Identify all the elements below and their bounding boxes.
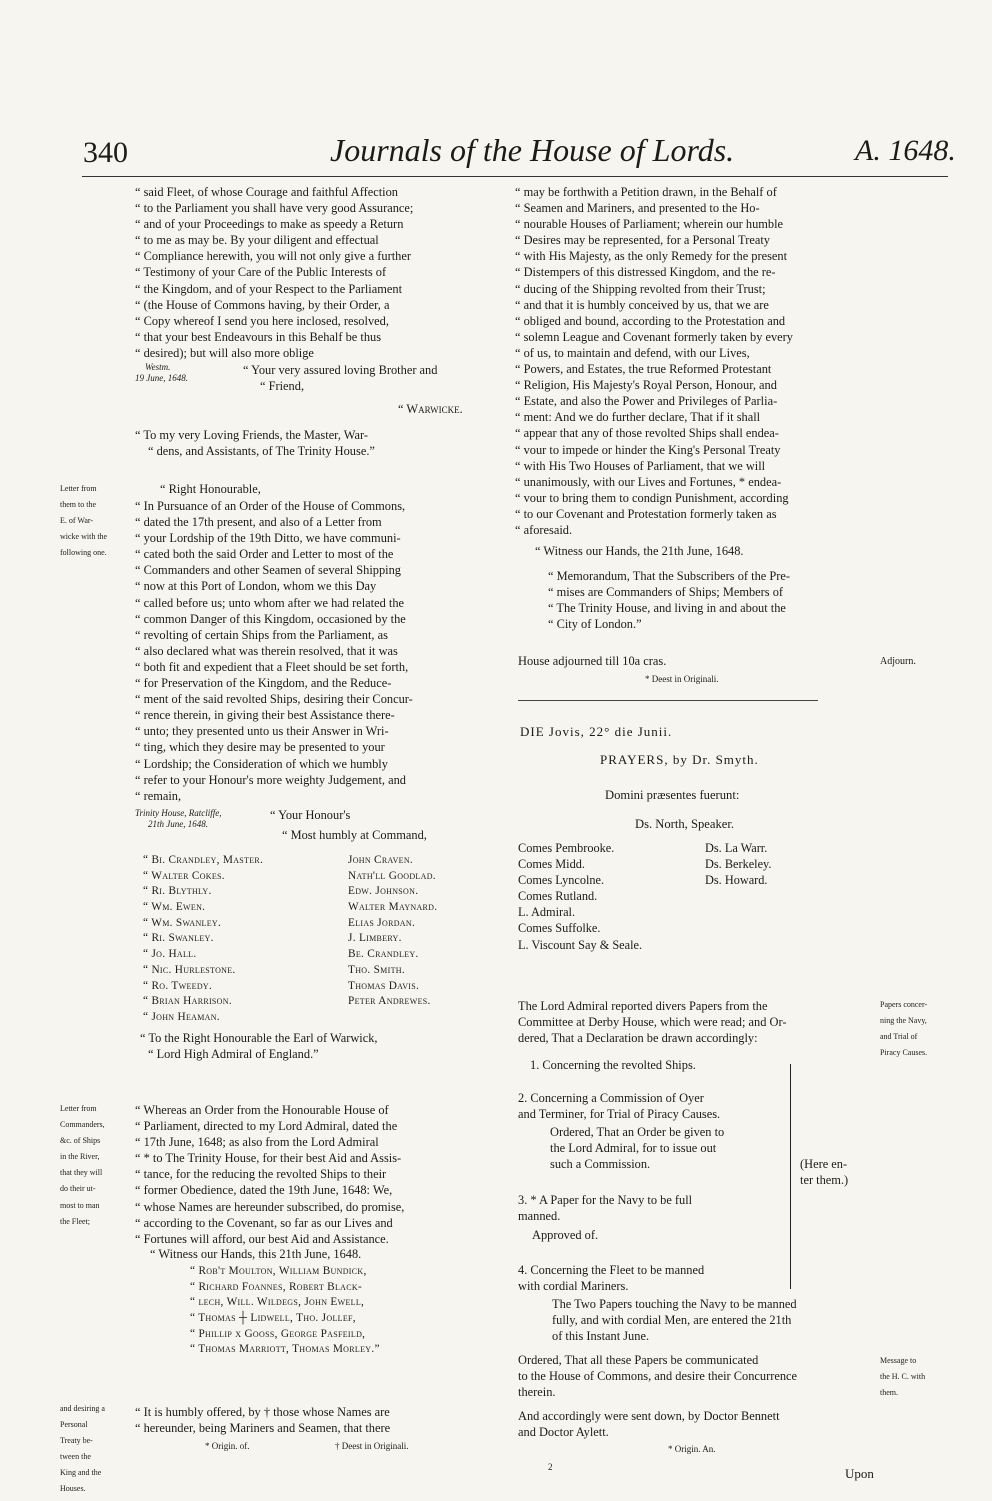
text-line: “ with His Majesty, as the only Remedy for the present xyxy=(515,249,788,264)
margin-line: and desiring a xyxy=(60,1404,105,1413)
text-line: “ Testimony of your Care of the Public Interests of xyxy=(135,265,387,280)
signatory-name: “ Ri. Blythly. xyxy=(143,885,212,898)
text-line: “ Religion, His Majesty's Royal Person, Honour, and xyxy=(515,378,777,393)
text-line: And accordingly were sent down, by Doctor Bennett xyxy=(518,1409,780,1423)
lord-name: Ds. Berkeley. xyxy=(705,857,772,872)
footnote-origin-an: * Origin. An. xyxy=(668,1444,716,1454)
catchword: Upon xyxy=(845,1466,874,1481)
signatory-name: “ Ri. Swanley. xyxy=(143,932,214,945)
signatory-name: “ Wm. Swanley. xyxy=(143,916,222,929)
text-line: Ordered, That all these Papers be communicated xyxy=(518,1353,759,1367)
text-line: “ vour to impede or hinder the King's Personal Treaty xyxy=(515,442,781,457)
margin-line: Houses. xyxy=(60,1484,86,1494)
items-brace xyxy=(784,1064,791,1289)
lord-name: Comes Lyncolne. xyxy=(518,873,605,888)
margin-line: do their ut- xyxy=(60,1184,96,1194)
lord-name: Comes Midd. xyxy=(518,857,585,872)
text-line: “ 17th June, 1648; as also from the Lord Admiral xyxy=(135,1135,379,1150)
mariner-names-line: “ Thomas Marriott, Thomas Morley.” xyxy=(190,1343,380,1356)
item-3 xyxy=(518,1192,778,1224)
footnote-deest: † Deest in Originali. xyxy=(335,1441,409,1451)
witness-2: “ Witness our Hands, the 21th June, 1648. xyxy=(535,544,744,558)
text-line: “ unanimously, with our Lives and Fortunes, * endea- xyxy=(515,474,782,489)
signatory-name: “ Nic. Hurlestone. xyxy=(143,963,236,976)
text-line: “ Desires may be represented, for a Personal Treaty xyxy=(515,233,770,248)
text-line: “ City of London.” xyxy=(548,617,642,632)
margin-note-adjourn: Adjourn. xyxy=(880,656,916,667)
margin-line: Commanders, xyxy=(60,1120,105,1130)
page-mark: 2 xyxy=(548,1462,553,1472)
text-line: “ the Kingdom, and of your Respect to the Parliament xyxy=(135,281,403,296)
text-line: “ The Trinity House, and living in and about the xyxy=(548,601,786,616)
text-line: “ called before us; unto whom after we had related the xyxy=(135,595,405,610)
lord-name: Comes Rutland. xyxy=(518,889,598,904)
text-line: “ to me as may be. By your diligent and effectual xyxy=(135,233,379,248)
present-heading: Domini præsentes fuerunt: xyxy=(605,788,740,802)
text-line: “ In Pursuance of an Order of the House of Commons, xyxy=(135,499,406,513)
signatories-left xyxy=(143,853,343,1026)
text-line: “ and of your Proceedings to make as speedy a Return xyxy=(135,217,404,232)
signatory-name: “ Jo. Hall. xyxy=(143,948,197,961)
signatory-name: “ Wm. Ewen. xyxy=(143,901,206,914)
lord-name: L. Admiral. xyxy=(518,905,576,920)
item-2 xyxy=(518,1090,778,1122)
address-2a: “ To the Right Honourable the Earl of Warwick, xyxy=(140,1031,378,1045)
signatory-name: Elias Jordan. xyxy=(348,916,416,929)
item-1: 1. Concerning the revolted Ships. xyxy=(530,1058,696,1072)
lords-left-list xyxy=(518,840,718,953)
text-line: “ of us, to maintain and defend, with our Lives, xyxy=(515,345,750,360)
house-adjourned: House adjourned till 10a cras. xyxy=(518,654,667,668)
item-4 xyxy=(518,1262,778,1294)
text-line: “ Memorandum, That the Subscribers of the Pre- xyxy=(548,569,791,583)
text-line: 4. Concerning the Fleet to be manned xyxy=(518,1263,705,1277)
salutation: “ Right Honourable, xyxy=(160,482,261,496)
text-line: “ It is humbly offered, by † those whose Names are xyxy=(135,1405,390,1419)
text-line: “ obliged and bound, according to the Protestation and xyxy=(515,313,786,328)
text-line: to the House of Commons, and desire their Concurrence xyxy=(518,1369,798,1384)
signer-warwicke: “ Warwicke. xyxy=(398,402,463,416)
text-line: therein. xyxy=(518,1385,556,1400)
margin-line: Treaty be- xyxy=(60,1436,93,1446)
text-line: “ common Danger of this Kingdom, occasioned by the xyxy=(135,611,406,626)
signatory-name: “ Brian Harrison. xyxy=(143,995,232,1008)
brace-note xyxy=(800,1156,848,1188)
text-line: “ Distempers of this distressed Kingdom, and the re- xyxy=(515,265,776,280)
text-line: “ refer to your Honour's more weighty Judgement, and xyxy=(135,772,406,787)
closing-2b: “ Most humbly at Command, xyxy=(282,828,427,842)
mariner-names-line: “ lech, Will. Wildegs, John Ewell, xyxy=(190,1296,365,1309)
text-line: “ nourable Houses of Parliament; wherein our humble xyxy=(515,217,784,232)
text-line: “ (the House of Commons having, by their Order, a xyxy=(135,297,390,312)
margin-line: wicke with the xyxy=(60,532,108,542)
text-line: “ whose Names are hereunder subscribed, do promise, xyxy=(135,1199,405,1214)
signatory-name: J. Limbery. xyxy=(348,932,402,945)
text-line: “ cated both the said Order and Letter to most of the xyxy=(135,547,394,562)
text-line: “ unto; they presented unto us their Answer in Wri- xyxy=(135,724,389,739)
text-line: “ your Lordship of the 19th Ditto, we have communi- xyxy=(135,531,401,546)
text-line: “ * to The Trinity House, for their best Aid and Assis- xyxy=(135,1151,402,1166)
text-line: The Lord Admiral reported divers Papers from the xyxy=(518,999,768,1013)
text-line: “ that your best Endeavours in this Behalf be thus xyxy=(135,329,382,344)
margin-line: &c. of Ships xyxy=(60,1136,101,1146)
left-para-4 xyxy=(135,1404,507,1436)
signatory-name: Edw. Johnson. xyxy=(348,885,419,898)
text-line: “ vour to bring them to condign Punishment, according xyxy=(515,490,789,505)
text-line: “ Compliance herewith, you will not only give a further xyxy=(135,249,411,264)
text-line: with cordial Mariners. xyxy=(518,1279,629,1294)
margin-line: Letter from xyxy=(60,1104,97,1113)
text-line: “ Commanders and other Seamen of several Shipping xyxy=(135,563,401,578)
text-line: “ Seamen and Mariners, and presented to the Ho- xyxy=(515,201,760,216)
margin-line: King and the xyxy=(60,1468,102,1478)
margin-line: Personal xyxy=(60,1420,88,1430)
footnote-deest-right: * Deest in Originali. xyxy=(645,674,719,684)
witness-1: “ Witness our Hands, this 21th June, 1648. xyxy=(150,1247,362,1261)
signatories-right xyxy=(348,853,508,1010)
margin-line: in the River, xyxy=(60,1152,100,1162)
margin-note-letter-commanders xyxy=(60,1104,138,1233)
right-para-1 xyxy=(515,184,877,538)
text-line: “ remain, xyxy=(135,788,182,803)
left-para-2 xyxy=(135,498,507,804)
text-line: “ Fortunes will afford, our best Aid and Assistance. xyxy=(135,1231,389,1246)
text-line: dered, That a Declaration be drawn accordingly: xyxy=(518,1031,758,1046)
text-line: “ former Obedience, dated the 19th June, 1648: We, xyxy=(135,1183,393,1198)
text-line: “ also declared what was therein resolved, that it was xyxy=(135,643,398,658)
margin-line: them. xyxy=(880,1388,898,1398)
margin-line: Letter from xyxy=(60,484,97,493)
lord-name: Comes Suffolke. xyxy=(518,921,601,936)
text-line: “ ment of the said revolted Ships, desiring their Concur- xyxy=(135,692,413,707)
margin-note-letter-from-them xyxy=(60,484,138,564)
margin-line: E. of War- xyxy=(60,516,94,526)
address-2b: “ Lord High Admiral of England.” xyxy=(148,1047,319,1061)
mariners-names xyxy=(190,1264,508,1358)
speaker: Ds. North, Speaker. xyxy=(635,817,734,831)
margin-line: Papers concer- xyxy=(880,1000,928,1009)
text-line: “ dated the 17th present, and also of a Letter from xyxy=(135,515,382,530)
address-1b: “ dens, and Assistants, of The Trinity House.” xyxy=(148,444,375,458)
right-para-2 xyxy=(518,998,878,1046)
text-line: “ and that it is humbly conceived by us, that we are xyxy=(515,297,769,312)
page-number: 340 xyxy=(83,136,128,169)
two-papers-note xyxy=(552,1296,882,1344)
item-2-order xyxy=(550,1124,790,1172)
margin-line: them to the xyxy=(60,500,96,510)
brace-note-line: ter them.) xyxy=(800,1173,849,1188)
lords-right-list xyxy=(705,840,875,888)
brace-note-line: (Here en- xyxy=(800,1157,848,1171)
text-line: of this Instant June. xyxy=(552,1329,650,1344)
text-line: “ ducing of the Shipping revolted from their Trust; xyxy=(515,281,766,296)
text-line: Committee at Derby House, which were read; and Or- xyxy=(518,1015,787,1030)
text-line: 2. Concerning a Commission of Oyer xyxy=(518,1091,704,1105)
text-line: “ according to the Covenant, so far as our Lives and xyxy=(135,1215,393,1230)
day-heading: DIE Jovis, 22° die Junii. xyxy=(520,724,673,739)
text-line: “ solemn League and Covenant formerly taken by every xyxy=(515,329,793,344)
mariner-names-line: “ Richard Foannes, Robert Black- xyxy=(190,1280,363,1293)
text-line: “ hereunder, being Mariners and Seamen, that there xyxy=(135,1421,391,1436)
date-westm-day: 19 June, 1648. xyxy=(135,373,188,383)
date-trinity: Trinity House, Ratcliffe, xyxy=(135,808,222,818)
lord-name: Comes Pembrooke. xyxy=(518,841,615,855)
text-line: “ revolting of certain Ships from the Parliament, as xyxy=(135,627,388,642)
signatory-name: “ Walter Cokes. xyxy=(143,869,225,882)
text-line: “ to our Covenant and Protestation formerly taken as xyxy=(515,506,777,521)
sent-down xyxy=(518,1408,880,1440)
text-line: “ Lordship; the Consideration of which we humbly xyxy=(135,756,388,771)
header-rule xyxy=(82,176,948,177)
closing-2a: “ Your Honour's xyxy=(270,808,351,822)
text-line: “ mises are Commanders of Ships; Members of xyxy=(548,585,784,600)
margin-line: tween the xyxy=(60,1452,91,1462)
signatory-name: Be. Crandley. xyxy=(348,948,419,961)
text-line: “ appear that any of those revolted Ships shall endea- xyxy=(515,426,779,441)
text-line: “ with His Two Houses of Parliament, that we will xyxy=(515,458,766,473)
text-line: “ aforesaid. xyxy=(515,522,573,537)
text-line: The Two Papers touching the Navy to be manned xyxy=(552,1297,797,1311)
address-1a: “ To my very Loving Friends, the Master, War- xyxy=(135,428,368,442)
closing-1a: “ Your very assured loving Brother and xyxy=(243,363,438,377)
mariner-names-line: “ Rob't Moulton, William Bundick, xyxy=(190,1265,367,1277)
text-line: “ Estate, and also the Power and Privileges of Parlia- xyxy=(515,394,778,409)
text-line: and Doctor Aylett. xyxy=(518,1425,609,1440)
text-line: “ may be forthwith a Petition drawn, in the Behalf of xyxy=(515,185,777,199)
margin-line: and Trial of xyxy=(880,1032,918,1042)
text-line: “ tance, for the reducing the revolted Ships to their xyxy=(135,1167,387,1182)
margin-line: Message to xyxy=(880,1356,917,1365)
text-line: “ ting, which they desire may be presented to your xyxy=(135,740,385,755)
text-line: “ ment: And we do further declare, That if it shall xyxy=(515,410,761,425)
footnote-origin-of: * Origin. of. xyxy=(205,1441,250,1451)
page-title: Journals of the House of Lords. xyxy=(330,132,735,168)
signatory-name: Walter Maynard. xyxy=(348,901,438,914)
signatory-name: Peter Andrewes. xyxy=(348,995,431,1008)
text-line: “ said Fleet, of whose Courage and faithful Affection xyxy=(135,185,398,199)
text-line: “ Whereas an Order from the Honourable House of xyxy=(135,1103,389,1117)
text-line: “ rence therein, in giving their best Assistance there- xyxy=(135,708,395,723)
ordered-final xyxy=(518,1352,880,1400)
text-line: “ for Preservation of the Kingdom, and the Reduce- xyxy=(135,676,392,691)
text-line: 3. * A Paper for the Navy to be full xyxy=(518,1193,693,1207)
text-line: fully, and with cordial Men, are entered the 21th xyxy=(552,1313,792,1328)
margin-note-papers xyxy=(880,1000,955,1064)
signatory-name: “ John Heaman. xyxy=(143,1010,220,1023)
prayers: PRAYERS, by Dr. Smyth. xyxy=(600,752,759,767)
text-line: “ to the Parliament you shall have very good Assurance; xyxy=(135,201,414,216)
date-westm: Westm. xyxy=(145,362,171,372)
left-para-1 xyxy=(135,184,507,361)
lord-name: Ds. La Warr. xyxy=(705,841,768,855)
signatory-name: John Craven. xyxy=(348,854,414,866)
margin-line: Piracy Causes. xyxy=(880,1048,928,1058)
section-rule xyxy=(518,700,818,701)
page-year: A. 1648. xyxy=(855,134,956,167)
margin-line: the H. C. with xyxy=(880,1372,926,1382)
text-line: and Terminer, for Trial of Piracy Causes. xyxy=(518,1107,721,1122)
date-trinity-day: 21th June, 1648. xyxy=(148,819,208,829)
text-line: manned. xyxy=(518,1209,561,1224)
text-line: such a Commission. xyxy=(550,1157,651,1172)
signatory-name: Thomas Davis. xyxy=(348,979,420,992)
text-line: “ both fit and expedient that a Fleet should be set forth, xyxy=(135,659,409,674)
margin-note-message xyxy=(880,1356,955,1404)
mariner-names-line: “ Thomas ┼ Lidwell, Tho. Jollef, xyxy=(190,1312,356,1325)
memorandum xyxy=(548,568,878,632)
text-line: “ desired); but will also more oblige xyxy=(135,345,314,360)
margin-note-personal-treaty xyxy=(60,1404,138,1501)
signatory-name: “ Bi. Crandley, Master. xyxy=(143,854,264,866)
text-line: “ Copy whereof I send you here inclosed, resolved, xyxy=(135,313,389,328)
text-line: “ now at this Port of London, whom we this Day xyxy=(135,579,377,594)
signatory-name: Tho. Smith. xyxy=(348,963,405,976)
left-para-3 xyxy=(135,1102,507,1247)
signatory-name: Nath'll Goodlad. xyxy=(348,869,436,882)
text-line: Ordered, That an Order be given to xyxy=(550,1125,725,1139)
margin-line: following one. xyxy=(60,548,107,558)
margin-line: ning the Navy, xyxy=(880,1016,927,1026)
signatory-name: “ Ro. Tweedy. xyxy=(143,979,213,992)
lord-name: Ds. Howard. xyxy=(705,873,768,888)
item-3-approved: Approved of. xyxy=(532,1228,599,1242)
lord-name: L. Viscount Say & Seale. xyxy=(518,937,643,952)
margin-line: most to man xyxy=(60,1200,100,1210)
margin-line: the Fleet; xyxy=(60,1216,90,1226)
closing-1b: “ Friend, xyxy=(260,379,305,393)
text-line: “ Powers, and Estates, the true Reformed Protestant xyxy=(515,362,772,377)
margin-line: that they will xyxy=(60,1168,103,1178)
text-line: the Lord Admiral, for to issue out xyxy=(550,1141,717,1156)
mariner-names-line: “ Phillip χ Gooss, George Pasfeild, xyxy=(190,1327,366,1340)
text-line: “ Parliament, directed to my Lord Admiral, dated the xyxy=(135,1119,398,1134)
